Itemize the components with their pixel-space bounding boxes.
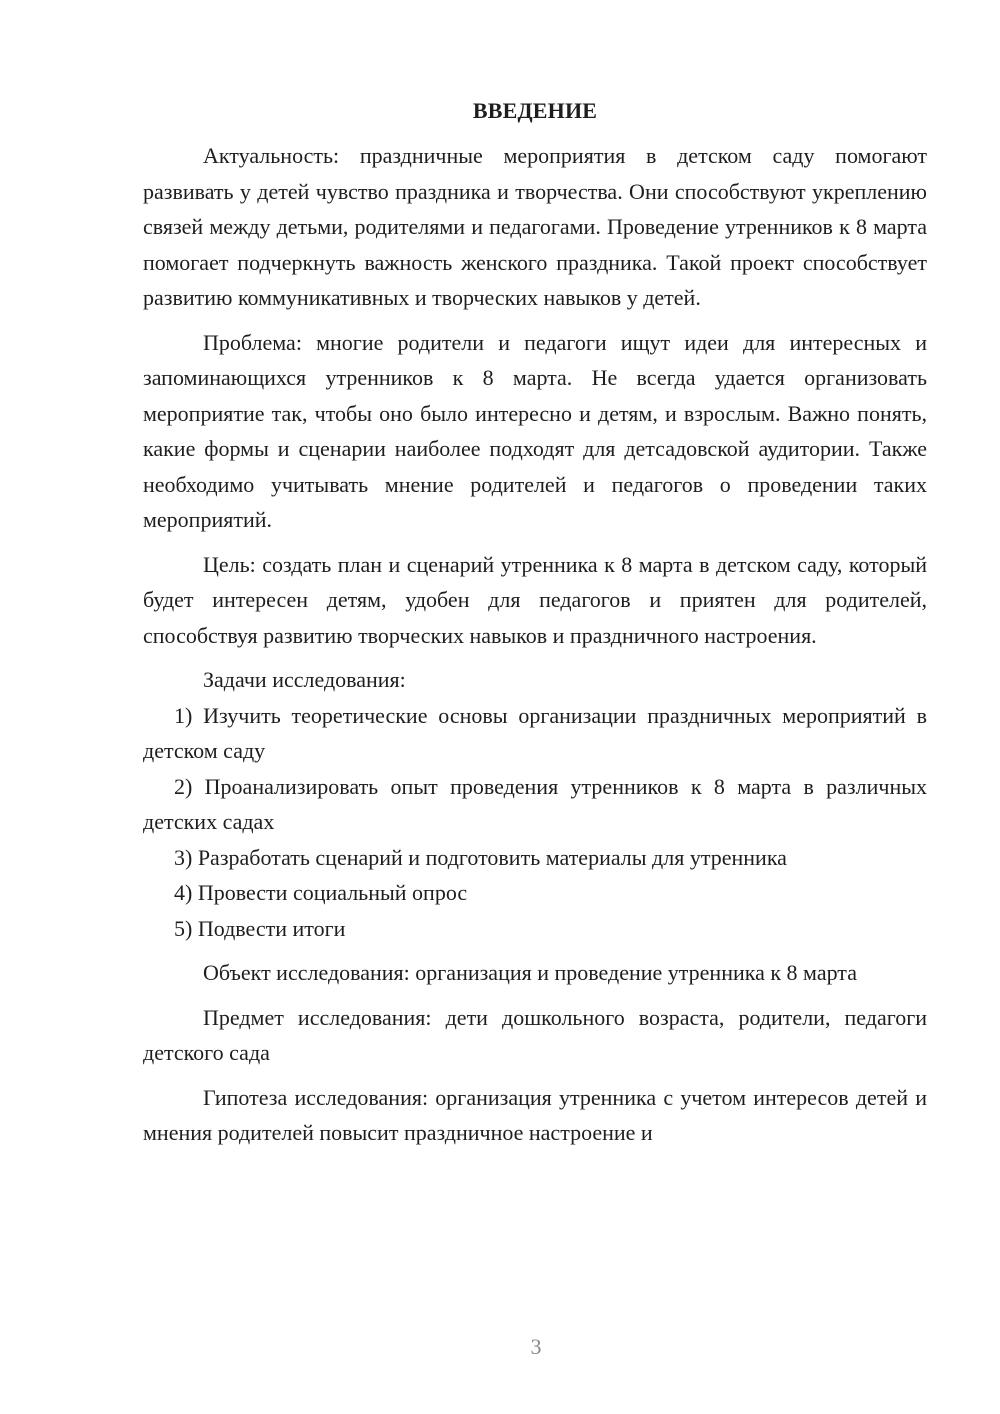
task-item-5: 5) Подвести итоги: [174, 915, 346, 941]
task-item-2: 2) Проанализировать опыт проведения утренников к 8 марта в различных детских садах: [143, 773, 927, 834]
paragraph-goal: Цель: создать план и сценарий утренника к 8 марта в детском саду, который будет интересен детям, удобен для педагогов и приятен для родителей, способствуя развитию творческих навыков и праздничного настроения.: [143, 551, 927, 648]
paragraph-problem: Проблема: многие родители и педагоги ищут идеи для интересных и запоминающихся утренников к 8 марта. Не всегда удается организовать мероприятие так, чтобы оно было интересно и детям, и взрослым. Важно понять, какие формы и сценарии наиболее подходят для детсадовской аудитории. Также необходимо учитывать мнение родителей и педагогов о проведении таких мероприятий.: [143, 329, 927, 532]
paragraph-subject: Предмет исследования: дети дошкольного возраста, родители, педагоги детского сада: [143, 1004, 927, 1065]
paragraph-hypothesis: Гипотеза исследования: организация утренника с учетом интересов детей и мнения родителей повысит праздничное настроение и: [143, 1084, 927, 1145]
task-item-1: 1) Изучить теоретические основы организации праздничных мероприятий в детском саду: [143, 702, 927, 763]
page-number: 3: [530, 1334, 542, 1359]
paragraph-tasks-heading: Задачи исследования:: [203, 667, 406, 692]
task-item-3: 3) Разработать сценарий и подготовить материалы для утренника: [174, 844, 787, 870]
document-body: [143, 94, 927, 1151]
section-title: ВВЕДЕНИЕ: [472, 98, 598, 123]
task-item-4: 4) Провести социальный опрос: [174, 880, 468, 905]
paragraph-object: Объект исследования: организация и проведение утренника к 8 марта: [203, 960, 857, 985]
paragraph-relevance: Актуальность: праздничные мероприятия в детском саду помогают развивать у детей чувство праздника и творчества. Они способствуют укреплению связей между детьми, родителями и педагогами. Проведение утренников к 8 марта помогает подчеркнуть важность женского праздника. Такой проект способствует развитию коммуникативных и творческих навыков у детей.: [143, 143, 927, 310]
